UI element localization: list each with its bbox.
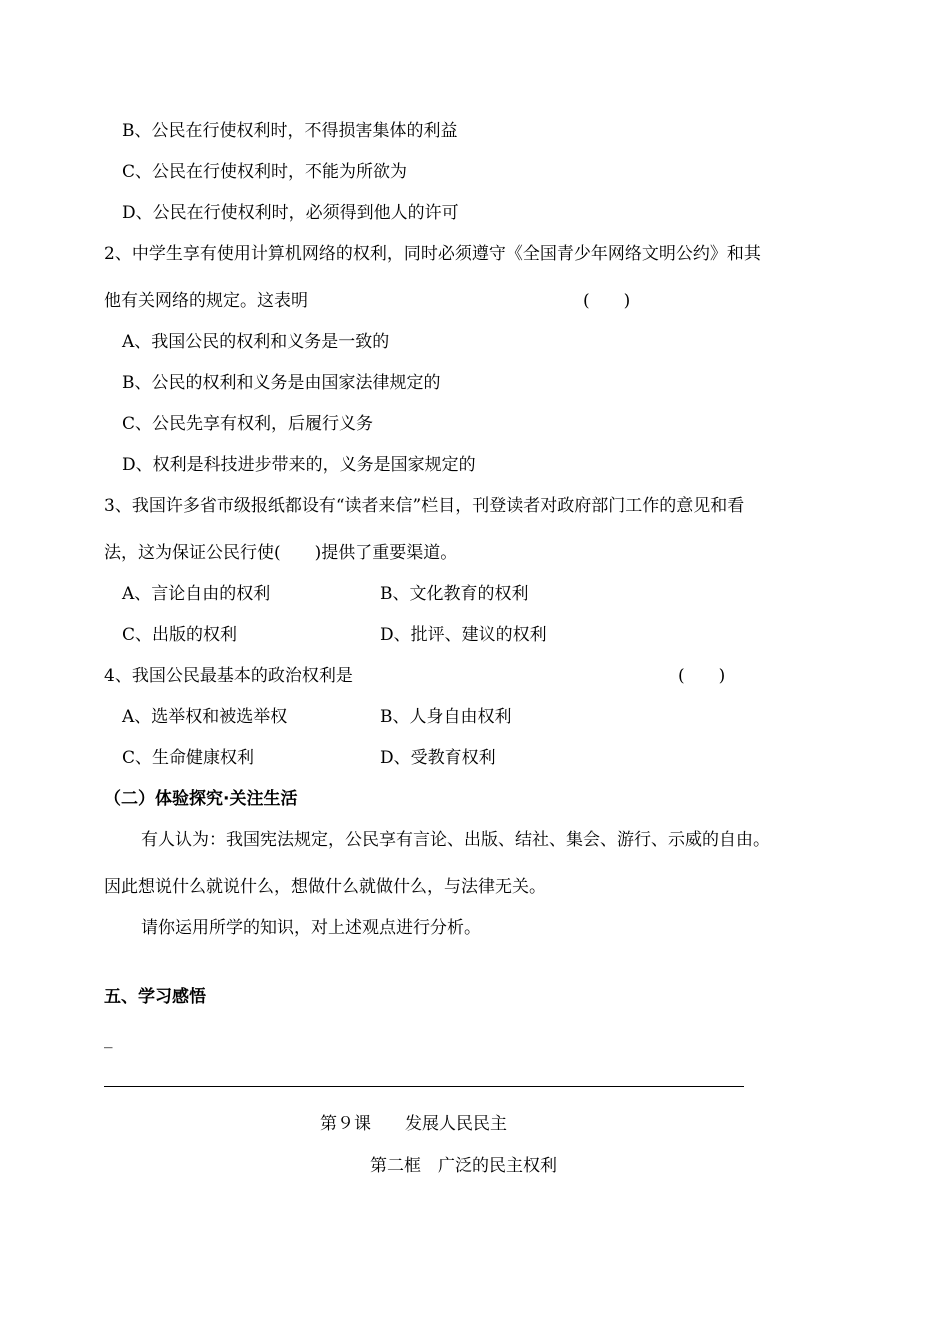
q3-option-c: C、出版的权利 [122, 625, 238, 645]
lesson-title: 第９课 发展人民民主 [320, 1114, 507, 1134]
q4-option-d: D、受教育权利 [380, 748, 496, 768]
q3-stem-line2: 法，这为保证公民行使( )提供了重要渠道。 [104, 543, 458, 563]
q4-option-b: B、人身自由权利 [380, 707, 512, 727]
explore-paragraph-line1: 有人认为：我国宪法规定，公民享有言论、出版、结社、集会、游行、示威的自由。 [141, 830, 770, 850]
q4-option-a: A、选举权和被选举权 [122, 707, 288, 727]
q2-stem-line2: 他有关网络的规定。这表明 [104, 291, 308, 311]
lesson-subtitle: 第二框 广泛的民主权利 [370, 1156, 557, 1176]
section-heading-explore: （二）体验探究·关注生活 [104, 789, 298, 809]
q2-option-b: B、公民的权利和义务是由国家法律规定的 [122, 373, 441, 393]
q2-option-d: D、权利是科技进步带来的，义务是国家规定的 [122, 455, 476, 475]
reflection-answer-line [104, 1086, 744, 1087]
q4-option-c: C、生命健康权利 [122, 748, 255, 768]
q4-answer-paren: ( ) [678, 666, 726, 686]
q3-option-d: D、批评、建议的权利 [380, 625, 547, 645]
q2-stem-line1: 2、中学生享有使用计算机网络的权利，同时必须遵守《全国青少年网络文明公约》和其 [104, 244, 761, 264]
q2-answer-paren: ( ) [583, 291, 631, 311]
q1-option-b: B、公民在行使权利时，不得损害集体的利益 [122, 121, 458, 141]
q4-stem: 4、我国公民最基本的政治权利是 [104, 666, 353, 686]
q3-option-a: A、言论自由的权利 [122, 584, 271, 604]
explore-paragraph-line2: 因此想说什么就说什么，想做什么就做什么，与法律无关。 [104, 877, 546, 897]
q2-option-c: C、公民先享有权利，后履行义务 [122, 414, 374, 434]
q3-stem-line1: 3、我国许多省市级报纸都设有“读者来信”栏目，刊登读者对政府部门工作的意见和看 [104, 496, 745, 516]
q3-option-b: B、文化教育的权利 [380, 584, 529, 604]
explore-task: 请你运用所学的知识，对上述观点进行分析。 [141, 918, 481, 938]
q1-option-d: D、公民在行使权利时，必须得到他人的许可 [122, 203, 459, 223]
q1-option-c: C、公民在行使权利时，不能为所欲为 [122, 162, 408, 182]
q2-option-a: A、我国公民的权利和义务是一致的 [122, 332, 390, 352]
reflection-mark: _ [104, 1029, 113, 1049]
section-heading-reflection: 五、学习感悟 [104, 987, 206, 1007]
